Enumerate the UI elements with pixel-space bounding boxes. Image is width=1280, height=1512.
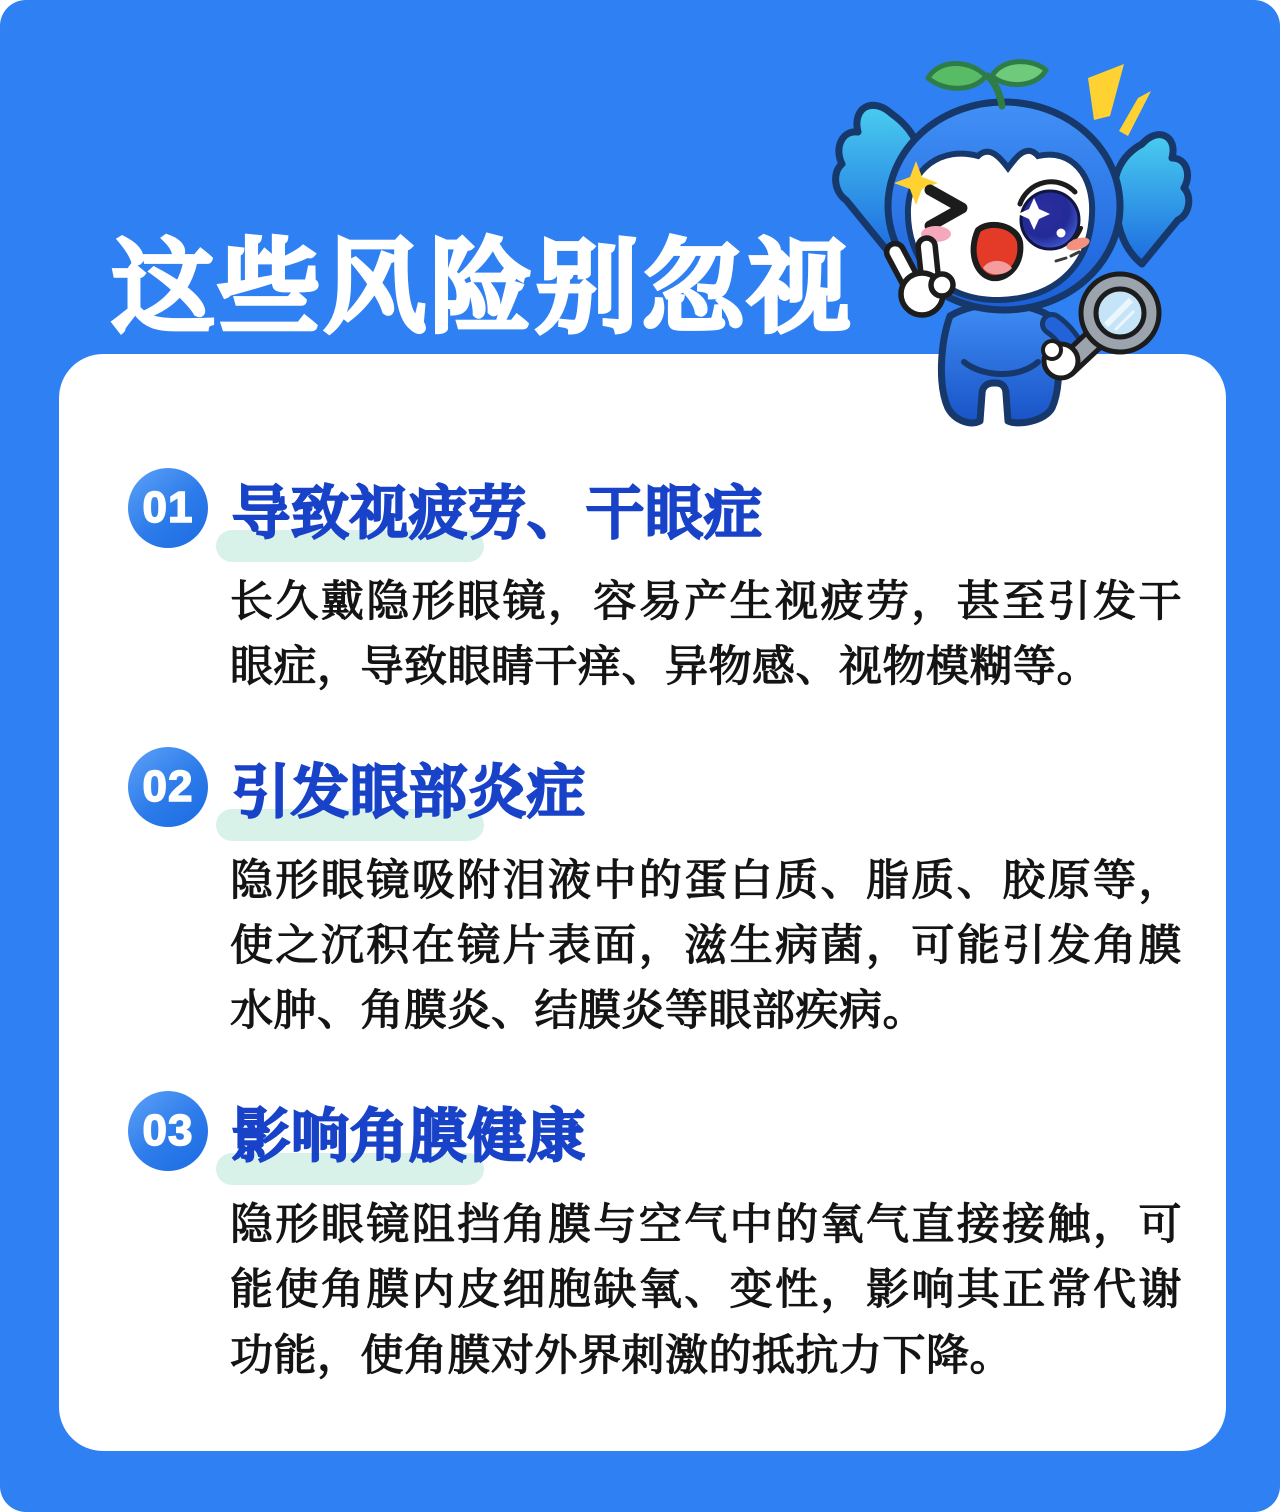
badge-number: 02 xyxy=(142,761,194,811)
section-number-badge xyxy=(128,747,208,827)
mouth-icon xyxy=(974,225,1021,278)
heading-text: 引发眼部炎症 xyxy=(232,759,587,825)
sprout-icon xyxy=(928,62,1046,106)
mascot-illustration xyxy=(828,56,1200,430)
section-head xyxy=(128,745,1168,829)
section-body-text: 长久戴隐形眼镜，容易产生视疲劳，甚至引发干眼症，导致眼睛干痒、异物感、视物模糊等。 xyxy=(230,578,1182,692)
big-eye-icon xyxy=(1018,182,1081,249)
section-heading xyxy=(232,466,763,550)
risk-section-1 xyxy=(128,466,1182,701)
badge-number: 01 xyxy=(142,483,194,532)
section-heading xyxy=(232,745,586,829)
section-head xyxy=(128,466,1168,550)
section-body-text: 隐形眼镜吸附泪液中的蛋白质、脂质、胶原等，使之沉积在镜片表面，滋生病菌，可能引发角膜水肿、角膜炎、结膜炎等眼部疾病。 xyxy=(230,856,1182,1036)
heading-text: 导致视疲劳、干眼症 xyxy=(232,481,764,546)
section-heading xyxy=(232,1089,586,1173)
section-head xyxy=(128,1089,1168,1173)
section-body-text: 隐形眼镜阻挡角膜与空气中的氧气直接接触，可能使角膜内皮细胞缺氧、变性，影响其正常代谢功能，使角膜对外界刺激的抵抗力下降。 xyxy=(230,1200,1182,1380)
content-card xyxy=(59,354,1226,1451)
section-number-badge xyxy=(128,1091,208,1171)
heading-text: 影响角膜健康 xyxy=(232,1103,587,1169)
page-title: 这些风险别忽视 xyxy=(112,231,854,346)
badge-number: 03 xyxy=(142,1105,194,1155)
section-number-badge xyxy=(128,468,208,548)
sprout-mascot-with-magnifier xyxy=(828,56,1200,430)
exclamation-sparks-icon xyxy=(1088,64,1151,136)
risk-section-3 xyxy=(128,1089,1182,1389)
risk-section-2 xyxy=(128,745,1182,1045)
